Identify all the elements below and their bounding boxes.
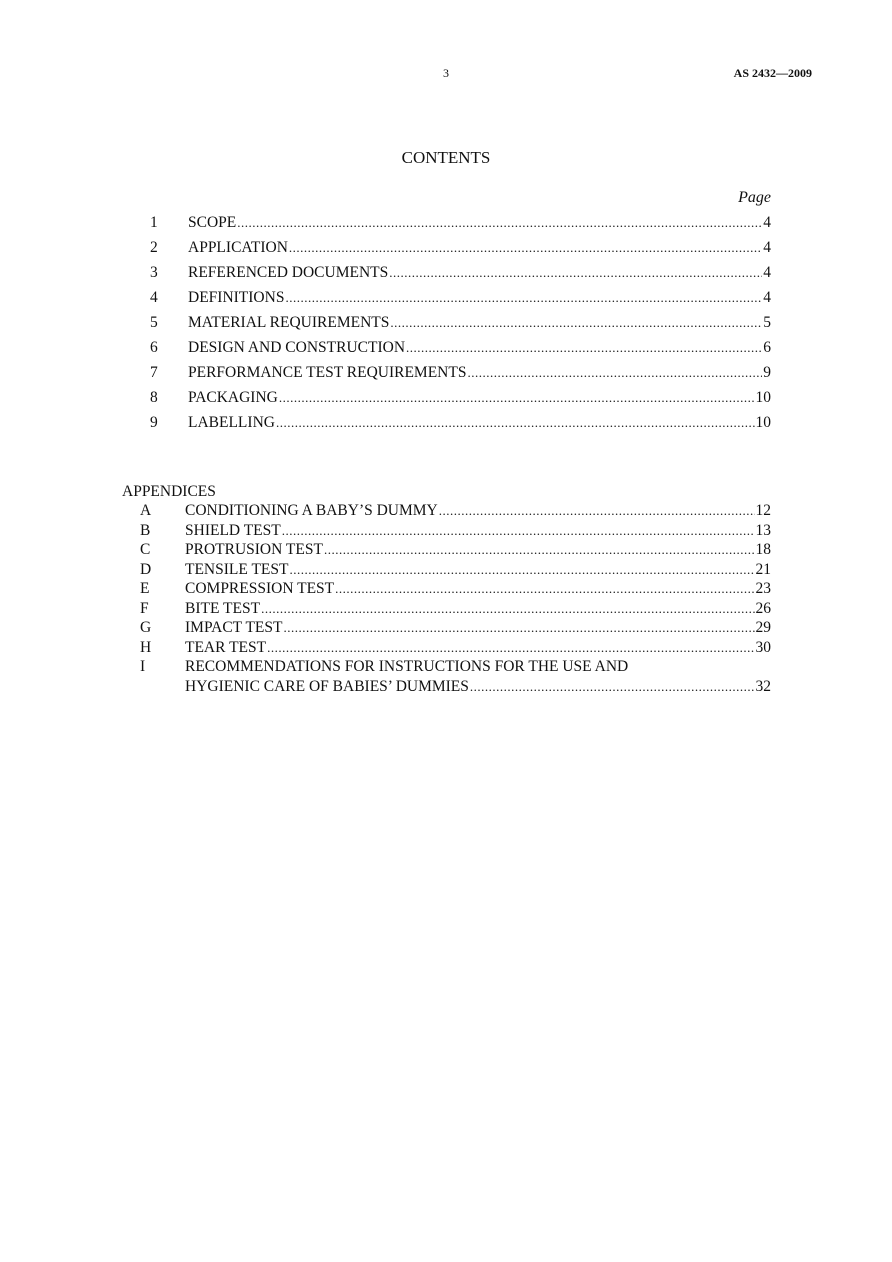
toc-entry-appendix-h[interactable] bbox=[140, 638, 771, 658]
section-title: MATERIAL REQUIREMENTS bbox=[188, 314, 390, 331]
toc-entry-referenced-documents[interactable] bbox=[150, 263, 771, 283]
section-number: 1 bbox=[150, 214, 158, 231]
section-title: DEFINITIONS bbox=[188, 289, 285, 306]
toc-entry-definitions[interactable] bbox=[150, 288, 771, 308]
section-number: 2 bbox=[150, 239, 158, 256]
dot-leader bbox=[289, 560, 754, 580]
appendix-title: PROTRUSION TEST bbox=[185, 541, 323, 558]
dot-leader bbox=[283, 618, 754, 638]
dot-leader bbox=[390, 313, 762, 333]
page-number: 3 bbox=[443, 66, 449, 80]
dot-leader bbox=[406, 338, 762, 358]
section-title: PACKAGING bbox=[188, 389, 278, 406]
appendix-letter: C bbox=[140, 541, 151, 558]
appendix-letter: G bbox=[140, 619, 152, 636]
appendix-page: 18 bbox=[755, 541, 771, 558]
toc-entry-appendix-b[interactable] bbox=[140, 521, 771, 541]
contents-title: CONTENTS bbox=[401, 148, 491, 167]
toc-entry-appendix-c[interactable] bbox=[140, 540, 771, 560]
appendix-letter: I bbox=[140, 658, 146, 675]
dot-leader bbox=[470, 677, 755, 697]
section-number: 9 bbox=[150, 414, 158, 431]
toc-entry-appendix-i[interactable] bbox=[140, 657, 771, 677]
toc-entry-appendix-e[interactable] bbox=[140, 579, 771, 599]
appendix-page: 30 bbox=[755, 639, 771, 656]
dot-leader bbox=[267, 638, 754, 658]
dot-leader bbox=[276, 413, 755, 433]
dot-leader bbox=[289, 238, 762, 258]
dot-leader bbox=[389, 263, 762, 283]
section-page: 10 bbox=[755, 414, 771, 431]
page-column-label: Page bbox=[738, 189, 771, 206]
toc-entry-scope[interactable] bbox=[150, 213, 771, 233]
appendix-title: BITE TEST bbox=[185, 600, 261, 617]
appendix-letter: E bbox=[140, 580, 150, 597]
toc-entry-labelling[interactable] bbox=[150, 413, 771, 433]
toc-entry-appendix-d[interactable] bbox=[140, 560, 771, 580]
section-number: 4 bbox=[150, 289, 158, 306]
toc-entry-appendix-g[interactable] bbox=[140, 618, 771, 638]
section-title: LABELLING bbox=[188, 414, 275, 431]
section-page: 4 bbox=[763, 264, 771, 281]
section-page: 9 bbox=[763, 364, 771, 381]
appendix-page: 23 bbox=[755, 580, 771, 597]
dot-leader bbox=[285, 288, 762, 308]
appendix-title: RECOMMENDATIONS FOR INSTRUCTIONS FOR THE USE AND bbox=[185, 658, 629, 675]
appendix-letter: H bbox=[140, 639, 152, 656]
dot-leader bbox=[467, 363, 762, 383]
dot-leader bbox=[237, 213, 762, 233]
section-title: REFERENCED DOCUMENTS bbox=[188, 264, 389, 281]
section-title: APPLICATION bbox=[188, 239, 288, 256]
toc-entry-appendix-f[interactable] bbox=[140, 599, 771, 619]
section-page: 10 bbox=[755, 389, 771, 406]
section-number: 3 bbox=[150, 264, 158, 281]
appendix-title: CONDITIONING A BABY’S DUMMY bbox=[185, 502, 438, 519]
section-title: SCOPE bbox=[188, 214, 237, 231]
document-id: AS 2432—2009 bbox=[733, 66, 812, 80]
appendix-page: 13 bbox=[755, 522, 771, 539]
section-title: PERFORMANCE TEST REQUIREMENTS bbox=[188, 364, 467, 381]
section-page: 4 bbox=[763, 239, 771, 256]
section-page: 4 bbox=[763, 214, 771, 231]
appendices-heading: APPENDICES bbox=[122, 483, 216, 500]
appendix-title: TEAR TEST bbox=[185, 639, 267, 656]
toc-entry-appendix-a[interactable] bbox=[140, 501, 771, 521]
section-page: 4 bbox=[763, 289, 771, 306]
section-number: 5 bbox=[150, 314, 158, 331]
appendix-letter: D bbox=[140, 561, 152, 578]
appendix-page: 12 bbox=[755, 502, 771, 519]
appendix-title: TENSILE TEST bbox=[185, 561, 289, 578]
toc-entry-application[interactable] bbox=[150, 238, 771, 258]
section-title: DESIGN AND CONSTRUCTION bbox=[188, 339, 406, 356]
appendix-page: 21 bbox=[755, 561, 771, 578]
dot-leader bbox=[261, 599, 754, 619]
dot-leader bbox=[439, 501, 755, 521]
toc-entry-design-and-construction[interactable] bbox=[150, 338, 771, 358]
dot-leader bbox=[324, 540, 755, 560]
dot-leader bbox=[282, 521, 755, 541]
toc-entry-performance-test-requirements[interactable] bbox=[150, 363, 771, 383]
appendix-letter: B bbox=[140, 522, 151, 539]
toc-entry-appendix-i-continued[interactable] bbox=[185, 677, 771, 697]
appendix-letter: F bbox=[140, 600, 149, 617]
appendix-page: 32 bbox=[755, 678, 771, 695]
appendix-title: IMPACT TEST bbox=[185, 619, 283, 636]
section-number: 7 bbox=[150, 364, 158, 381]
section-number: 6 bbox=[150, 339, 158, 356]
dot-leader bbox=[279, 388, 755, 408]
appendix-letter: A bbox=[140, 502, 152, 519]
appendix-title-continuation: HYGIENIC CARE OF BABIES’ DUMMIES bbox=[185, 678, 469, 695]
appendix-title: COMPRESSION TEST bbox=[185, 580, 335, 597]
appendix-title: SHIELD TEST bbox=[185, 522, 281, 539]
appendix-page: 26 bbox=[755, 600, 771, 617]
toc-entry-material-requirements[interactable] bbox=[150, 313, 771, 333]
appendix-page: 29 bbox=[755, 619, 771, 636]
section-page: 5 bbox=[763, 314, 771, 331]
section-page: 6 bbox=[763, 339, 771, 356]
dot-leader bbox=[335, 579, 754, 599]
toc-entry-packaging[interactable] bbox=[150, 388, 771, 408]
section-number: 8 bbox=[150, 389, 158, 406]
